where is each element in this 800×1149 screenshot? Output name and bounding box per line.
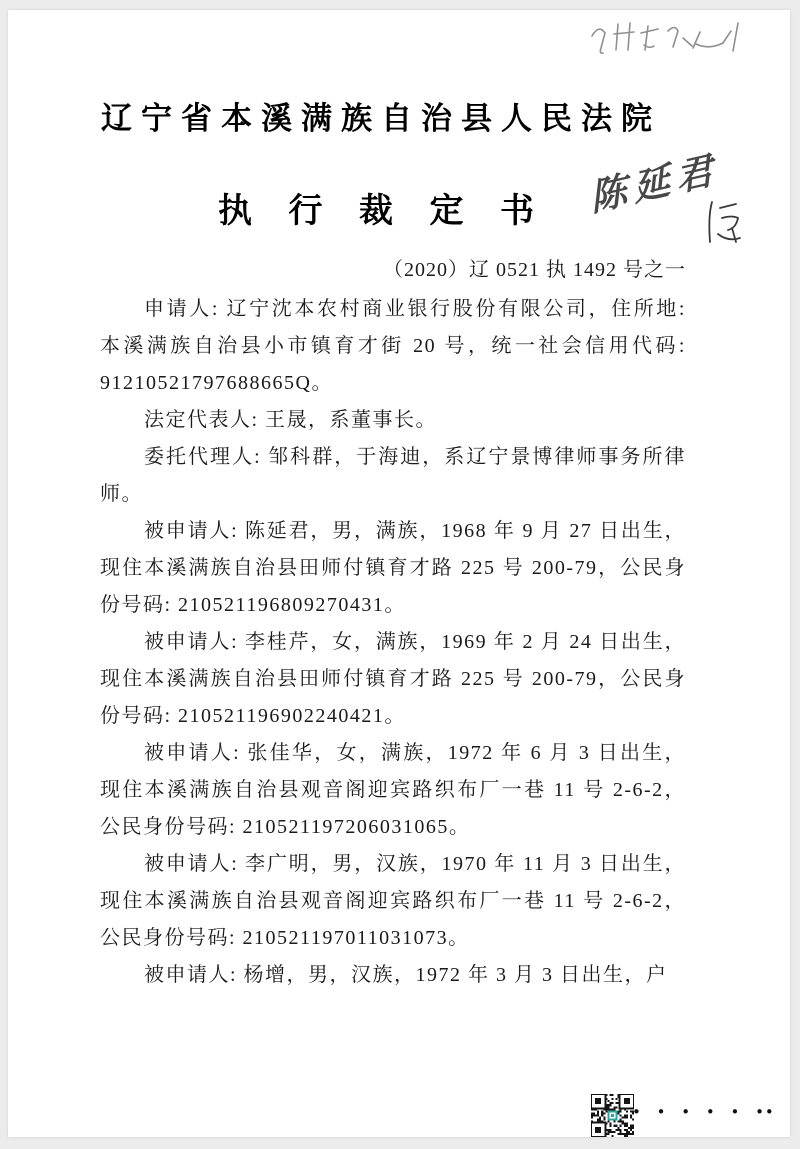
paragraph: 被申请人: 李桂芹，女，满族，1969 年 2 月 24 日出生，现住本溪满族自治县田师付镇育才路 225 号 200-79，公民身份号码: 210521196902240421。 [100,631,686,727]
court-name: 辽宁省本溪满族自治县人民法院 [101,101,661,136]
paragraph: 被申请人: 陈延君，男，满族，1968 年 9 月 27 日出生，现住本溪满族自治县田师付镇育才路 225 号 200-79，公民身份号码: 210521196809270431。 [100,520,686,616]
handwritten-note [578,14,758,64]
paragraph: 法定代表人: 王晟，系董事长。 [144,409,438,431]
paragraph: 委托代理人: 邹科群，于海迪，系辽宁景博律师事务所律师。 [100,446,686,505]
case-number: （2020）辽 0521 执 1492 号之一 [383,259,686,281]
qr-code [591,1094,634,1137]
paragraph: 被申请人: 杨增，男，汉族，1972 年 3 月 3 日出生，户 [144,964,668,986]
document-body [100,291,686,994]
paragraph: 被申请人: 李广明，男，汉族，1970 年 11 月 3 日出生，现住本溪满族自治县观音阁迎宾路织布厂一巷 11 号 2-6-2，公民身份号码: 210521197011031073。 [100,853,686,949]
dot-row: • • • • • •• [632,1103,775,1121]
document-title: 执 行 裁 定 书 [218,193,548,230]
paragraph: 申请人: 辽宁沈本农村商业银行股份有限公司，住所地: 本溪满族自治县小市镇育才街 20 号，统一社会信用代码: 91210521797688665Q。 [100,298,686,394]
paragraph: 被申请人: 张佳华，女，满族，1972 年 6 月 3 日出生，现住本溪满族自治县观音阁迎宾路织布厂一巷 11 号 2-6-2，公民身份号码: 210521197206031065。 [100,742,686,838]
document-page [8,10,790,1137]
signature-handwriting: 陈延君 [588,149,722,220]
